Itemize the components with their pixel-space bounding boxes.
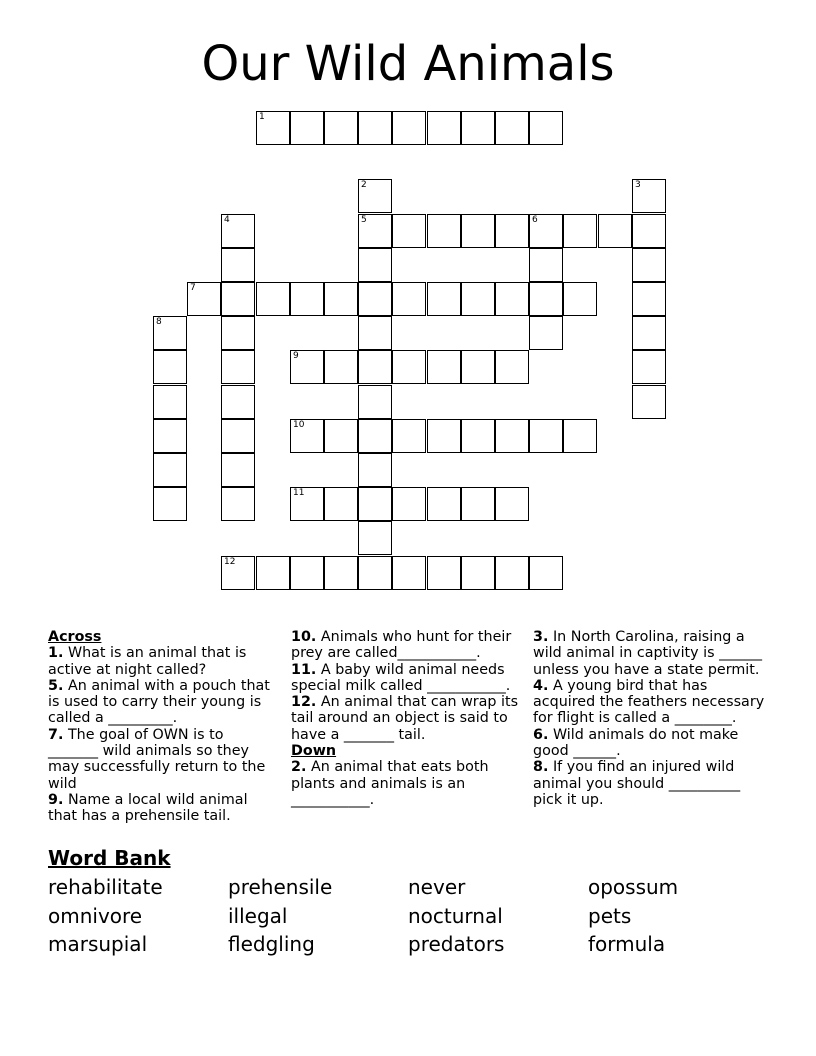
grid-cell[interactable] — [427, 350, 461, 384]
cell-number: 9 — [293, 351, 299, 361]
cell-number: 5 — [361, 215, 367, 225]
grid-cell[interactable] — [187, 282, 221, 316]
grid-cell[interactable] — [392, 111, 426, 145]
grid-cell[interactable] — [632, 282, 666, 316]
grid-cell[interactable] — [427, 556, 461, 590]
cell-number: 4 — [224, 215, 230, 225]
grid-cell[interactable] — [153, 487, 187, 521]
cell-number: 3 — [635, 180, 641, 190]
grid-cell[interactable] — [461, 419, 495, 453]
cell-number: 8 — [156, 317, 162, 327]
grid-cell[interactable] — [495, 111, 529, 145]
clue-across-10: 10. Animals who hunt for their prey are called___________. — [291, 629, 512, 662]
grid-cell[interactable] — [427, 214, 461, 248]
grid-cell[interactable] — [632, 248, 666, 282]
clue-down-2: 2. An animal that eats both plants and animals is an ___________. — [291, 759, 489, 808]
clue-across-11: 11. A baby wild animal needs special milk called ___________. — [291, 661, 511, 694]
clue-down-6: 6. Wild animals do not make good ______. — [533, 726, 739, 760]
clues-column-1 — [48, 629, 278, 825]
grid-cell[interactable] — [153, 453, 187, 487]
grid-cell[interactable] — [358, 453, 392, 487]
grid-cell[interactable] — [598, 214, 632, 248]
grid-cell[interactable] — [529, 316, 563, 350]
word-bank-word: opossum — [588, 875, 679, 899]
grid-cell[interactable] — [461, 111, 495, 145]
cell-number: 11 — [293, 488, 305, 498]
grid-cell[interactable] — [221, 453, 255, 487]
grid-cell[interactable] — [358, 521, 392, 555]
grid-cell[interactable] — [221, 556, 255, 590]
grid-cell[interactable] — [221, 419, 255, 453]
word-bank-word: prehensile — [228, 875, 333, 899]
word-bank-word: omnivore — [48, 904, 143, 928]
grid-cell[interactable] — [632, 385, 666, 419]
grid-cell[interactable] — [324, 556, 358, 590]
across-heading: Across — [48, 629, 102, 645]
grid-cell[interactable] — [495, 350, 529, 384]
word-bank-word: rehabilitate — [48, 875, 163, 899]
grid-cell[interactable] — [256, 556, 290, 590]
grid-cell[interactable] — [495, 487, 529, 521]
grid-cell[interactable] — [563, 214, 597, 248]
grid-cell[interactable] — [290, 282, 324, 316]
grid-cell[interactable] — [461, 214, 495, 248]
grid-cell[interactable] — [529, 248, 563, 282]
clue-across-12: 12. An animal that can wrap its tail around an object is said to have a _______ tail. — [291, 694, 519, 743]
word-bank-word: illegal — [228, 904, 288, 928]
grid-cell[interactable] — [427, 487, 461, 521]
grid-cell[interactable] — [392, 350, 426, 384]
grid-cell[interactable] — [358, 316, 392, 350]
grid-cell[interactable] — [392, 419, 426, 453]
clue-across-1: 1. What is an animal that is active at night called? — [48, 645, 247, 678]
grid-cell[interactable] — [632, 316, 666, 350]
cell-number: 7 — [190, 283, 196, 293]
grid-cell[interactable] — [461, 556, 495, 590]
grid-cell[interactable] — [529, 214, 563, 248]
word-bank-title: Word Bank — [48, 846, 171, 870]
grid-cell[interactable] — [632, 179, 666, 213]
grid-cell[interactable] — [290, 487, 324, 521]
grid-cell[interactable] — [529, 419, 563, 453]
grid-cell[interactable] — [221, 350, 255, 384]
grid-cell[interactable] — [256, 111, 290, 145]
page-title: Our Wild Animals — [201, 36, 615, 92]
grid-cell[interactable] — [358, 248, 392, 282]
grid-cell[interactable] — [290, 419, 324, 453]
grid-cell[interactable] — [461, 487, 495, 521]
word-bank-word: fledgling — [228, 932, 315, 956]
grid-cell[interactable] — [632, 214, 666, 248]
grid-cell[interactable] — [427, 419, 461, 453]
grid-cell[interactable] — [290, 111, 324, 145]
clue-down-4: 4. A young bird that has acquired the feathers necessary for flight is called a ________. — [533, 677, 765, 727]
word-bank-word: marsupial — [48, 932, 148, 956]
grid-cell[interactable] — [221, 282, 255, 316]
grid-cell[interactable] — [358, 179, 392, 213]
word-bank-word: pets — [588, 904, 632, 928]
cell-number: 12 — [224, 557, 236, 567]
grid-cell[interactable] — [358, 350, 392, 384]
grid-cell[interactable] — [153, 385, 187, 419]
grid-cell[interactable] — [461, 350, 495, 384]
cell-number: 6 — [532, 215, 538, 225]
grid-cell[interactable] — [358, 111, 392, 145]
word-bank-word: formula — [588, 932, 666, 956]
grid-cell[interactable] — [392, 282, 426, 316]
grid-cell[interactable] — [529, 556, 563, 590]
grid-cell[interactable] — [290, 556, 324, 590]
grid-cell[interactable] — [358, 556, 392, 590]
cell-number: 1 — [259, 112, 265, 122]
word-bank-word: predators — [408, 932, 505, 956]
cell-number: 10 — [293, 420, 305, 430]
clue-down-8: 8. If you find an injured wild animal you should __________ pick it up. — [533, 759, 741, 808]
grid-cell[interactable] — [529, 282, 563, 316]
grid-cell[interactable] — [358, 419, 392, 453]
grid-cell[interactable] — [461, 282, 495, 316]
grid-cell[interactable] — [221, 214, 255, 248]
down-heading: Down — [291, 743, 337, 760]
grid-cell[interactable] — [392, 556, 426, 590]
grid-cell[interactable] — [153, 350, 187, 384]
grid-cell[interactable] — [495, 419, 529, 453]
grid-cell[interactable] — [324, 419, 358, 453]
word-bank-word: nocturnal — [408, 904, 503, 928]
grid-cell[interactable] — [324, 282, 358, 316]
grid-cell[interactable] — [221, 487, 255, 521]
grid-cell[interactable] — [392, 487, 426, 521]
grid-cell[interactable] — [324, 350, 358, 384]
grid-cell[interactable] — [153, 316, 187, 350]
grid-cell[interactable] — [563, 419, 597, 453]
clues-column-2 — [291, 629, 523, 808]
cell-number: 2 — [361, 180, 367, 190]
grid-cell[interactable] — [529, 111, 563, 145]
grid-cell[interactable] — [290, 350, 324, 384]
clue-across-9: 9. Name a local wild animal that has a prehensile tail. — [48, 791, 248, 825]
grid-cell[interactable] — [495, 214, 529, 248]
word-bank-word: never — [408, 875, 466, 899]
grid-cell[interactable] — [324, 487, 358, 521]
grid-cell[interactable] — [358, 214, 392, 248]
grid-cell[interactable] — [221, 316, 255, 350]
grid-cell[interactable] — [495, 556, 529, 590]
grid-cell[interactable] — [358, 385, 392, 419]
grid-cell[interactable] — [427, 282, 461, 316]
grid-cell[interactable] — [392, 214, 426, 248]
grid-cell[interactable] — [358, 282, 392, 316]
grid-cell[interactable] — [153, 419, 187, 453]
grid-cell[interactable] — [324, 111, 358, 145]
grid-cell[interactable] — [427, 111, 461, 145]
grid-cell[interactable] — [256, 282, 290, 316]
grid-cell[interactable] — [495, 282, 529, 316]
grid-cell[interactable] — [563, 282, 597, 316]
grid-cell[interactable] — [632, 350, 666, 384]
clue-across-7: 7. The goal of OWN is to _______ wild animals so they may successfully return to the wild — [48, 726, 266, 792]
grid-cell[interactable] — [358, 487, 392, 521]
clue-across-5: 5. An animal with a pouch that is used to carry their young is called a _________. — [48, 677, 270, 727]
grid-cell[interactable] — [221, 248, 255, 282]
grid-cell[interactable] — [221, 385, 255, 419]
clue-down-3: 3. In North Carolina, raising a wild animal in captivity is ______ unless you have a state permit. — [533, 629, 763, 678]
clues-column-3 — [533, 629, 773, 808]
